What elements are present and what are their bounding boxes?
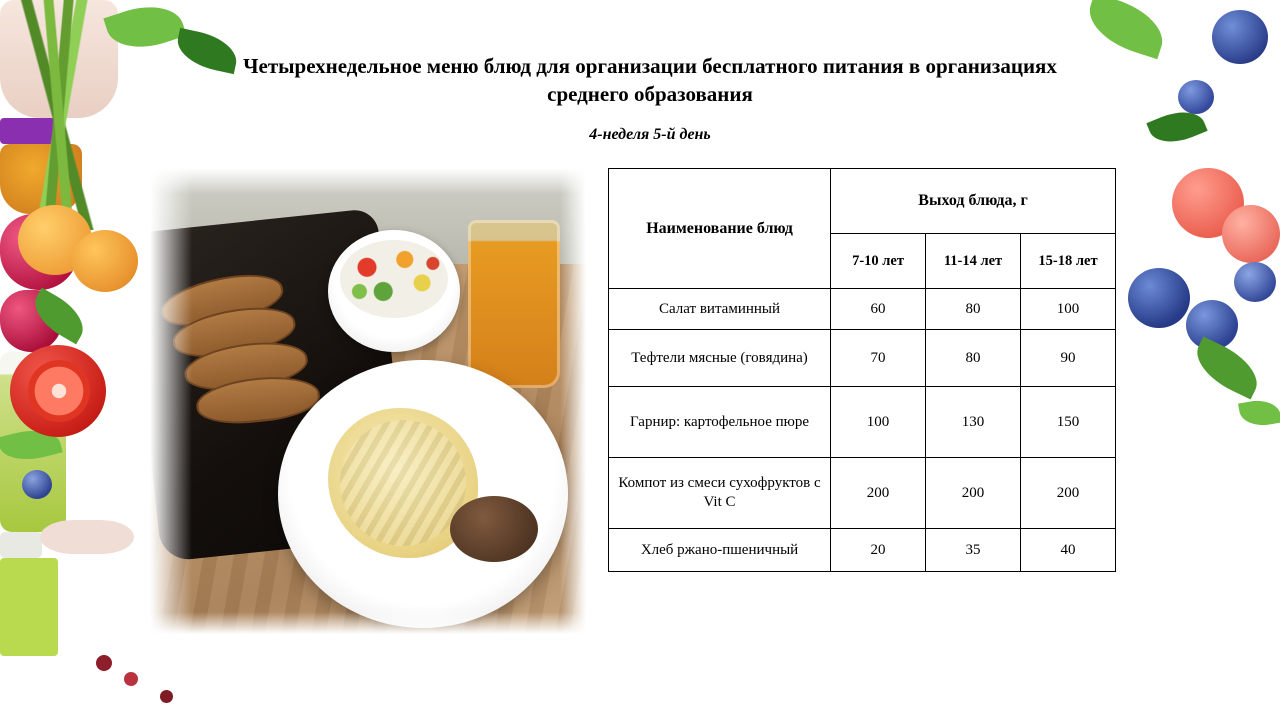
leaf-icon [103, 0, 186, 58]
meatball [450, 496, 538, 562]
tomato-illustration [1222, 205, 1280, 263]
menu-table-container [608, 168, 1116, 572]
dish-qty-7-10: 100 [831, 387, 926, 458]
apricot-illustration [18, 205, 92, 275]
week-day-subtitle: 4-неделя 5-й день [589, 126, 711, 143]
leaf-icon [0, 423, 63, 467]
leaf-icon [1146, 103, 1207, 151]
dish-qty-15-18: 150 [1021, 387, 1116, 458]
blueberry-illustration [1234, 262, 1276, 302]
meal-photo [150, 168, 586, 634]
salad-bowl [328, 230, 460, 352]
dish-qty-15-18: 200 [1021, 458, 1116, 529]
table-row [609, 289, 1116, 330]
dish-qty-7-10: 200 [831, 458, 926, 529]
dish-qty-11-14: 200 [926, 458, 1021, 529]
tomato-slice-illustration [28, 360, 90, 422]
dish-name: Компот из смеси сухофруктов с Vit C [609, 458, 831, 529]
raspberry-illustration [0, 214, 78, 290]
dish-qty-15-18: 100 [1021, 289, 1116, 330]
column-header-output: Выход блюда, г [831, 169, 1116, 234]
peppercorn-illustration [124, 672, 138, 686]
photo-fade-left [150, 168, 192, 634]
blueberry-illustration [1178, 80, 1214, 114]
blueberry-illustration [1128, 268, 1190, 328]
dish-qty-15-18: 90 [1021, 330, 1116, 387]
asparagus-illustration [0, 0, 120, 230]
table-row [609, 529, 1116, 572]
dish-qty-11-14: 80 [926, 289, 1021, 330]
blueberry-illustration [1212, 10, 1268, 64]
photo-fade-right [560, 168, 586, 634]
dish-qty-7-10: 70 [831, 330, 926, 387]
column-header-age-11-14: 11-14 лет [926, 234, 1021, 289]
blueberry-illustration [1186, 300, 1238, 350]
bottle-label-illustration [0, 558, 58, 656]
honey-illustration [0, 144, 82, 214]
dish-qty-7-10: 60 [831, 289, 926, 330]
dish-name: Тефтели мясные (говядина) [609, 330, 831, 387]
column-header-dish-name: Наименование блюд [609, 169, 831, 289]
blueberry-illustration [22, 470, 52, 499]
apricot-illustration [72, 230, 138, 292]
dish-name: Гарнир: картофельное пюре [609, 387, 831, 458]
leaf-icon [1188, 336, 1267, 399]
page-title: Четырехнедельное меню блюд для организации бесплатного питания в организациях среднего образования [243, 54, 1057, 107]
honey-jar-illustration [0, 0, 118, 118]
photo-fade-top [150, 168, 586, 194]
column-header-age-15-18: 15-18 лет [1021, 234, 1116, 289]
table-row [609, 458, 1116, 529]
dish-qty-7-10: 20 [831, 529, 926, 572]
jar-lid-illustration [40, 520, 134, 554]
tomato-illustration [10, 345, 106, 437]
menu-table [608, 168, 1116, 572]
peppercorn-illustration [160, 690, 173, 703]
compote-glass [468, 220, 560, 388]
column-header-age-7-10: 7-10 лет [831, 234, 926, 289]
photo-fade-bottom [150, 612, 586, 634]
bottle-cap-illustration [0, 532, 42, 558]
table-row [609, 330, 1116, 387]
table-row [609, 387, 1116, 458]
dish-qty-11-14: 35 [926, 529, 1021, 572]
leaf-icon [1238, 397, 1280, 430]
table-header-row-1 [609, 169, 1116, 234]
dish-name: Салат витаминный [609, 289, 831, 330]
dish-name: Хлеб ржано-пшеничный [609, 529, 831, 572]
leaf-icon [26, 288, 92, 345]
dish-qty-15-18: 40 [1021, 529, 1116, 572]
smoothie-bottle-illustration [0, 352, 66, 532]
tomato-illustration [1172, 168, 1244, 238]
peppercorn-illustration [96, 655, 112, 671]
leaf-icon [1081, 0, 1171, 59]
dish-qty-11-14: 80 [926, 330, 1021, 387]
raspberry-illustration [0, 290, 62, 352]
jar-label-illustration [0, 118, 60, 144]
dish-qty-11-14: 130 [926, 387, 1021, 458]
